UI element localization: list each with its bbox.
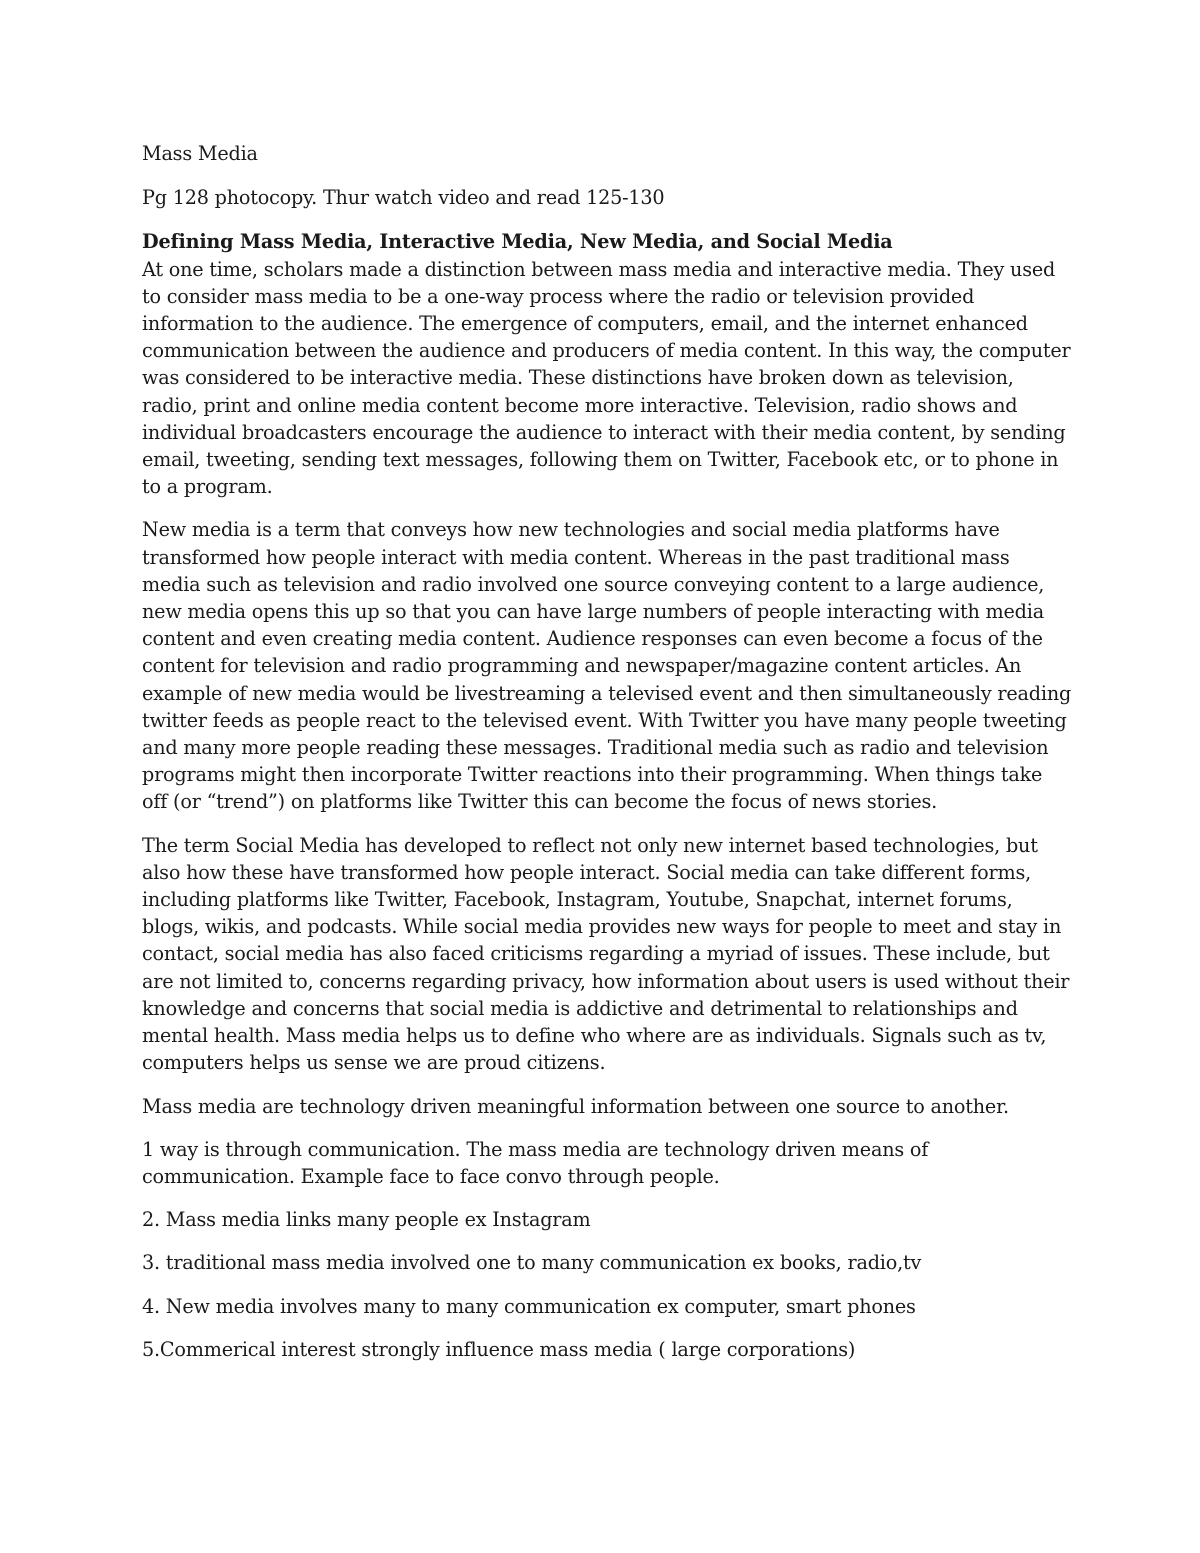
list-item-4: 4. New media involves many to many communication ex computer, smart phones [142,1294,916,1318]
document-page [142,140,1072,1379]
paragraph-definition: Mass media are technology driven meaningful information between one source to another. [142,1094,1009,1118]
paragraph-interactive-media: At one time, scholars made a distinction between mass media and interactive media. They used to consider mass media to be a one-way process where the radio or television provided information to the audience. The emergence of computers, email, and the internet enhanced communication between the audience and producers of media content. In this way, the computer was considered to be interactive media. These distinctions have broken down as television, radio, print and online media content become more interactive. Television, radio shows and individual broadcasters encourage the audience to interact with their media content, by sending email, tweeting, sending text messages, following them on Twitter, Facebook etc, or to phone in to a program. [142,257,1071,499]
paragraph-new-media: New media is a term that conveys how new technologies and social media platforms have transformed how people interact with media content. Whereas in the past traditional mass media such as television and radio involved one source conveying content to a large audience, new media opens this up so that you can have large numbers of people interacting with media content and even creating media content. Audience responses can even become a focus of the content for television and radio programming and newspaper/magazine content articles. An example of new media would be livestreaming a televised event and then simultaneously reading twitter feeds as people react to the televised event. With Twitter you have many people tweeting and many more people reading these messages. Traditional media such as radio and television programs might then incorporate Twitter reactions into their programming. When things take off (or “trend”) on platforms like Twitter this can become the focus of news stories. [142,518,1072,814]
list-item-2: 2. Mass media links many people ex Instagram [142,1208,591,1232]
document-title: Mass Media [142,142,258,165]
list-item-1: 1 way is through communication. The mass media are technology driven means of communication. Example face to face convo through people. [142,1137,929,1188]
section-heading: Defining Mass Media, Interactive Media, New Media, and Social Media [142,230,893,254]
reading-assignment: Pg 128 photocopy. Thur watch video and read 125-130 [142,186,665,210]
paragraph-social-media: The term Social Media has developed to reflect not only new internet based technologies, but also how these have transformed how people interact. Social media can take different forms, including platforms like Twitter, Facebook, Instagram, Youtube, Snapchat, internet forums, blogs, wikis, and podcasts. While social media provides new ways for people to meet and stay in contact, social media has also faced criticisms regarding a myriad of issues. These include, but are not limited to, concerns regarding privacy, how information about users is used without their knowledge and concerns that social media is addictive and detrimental to relationships and mental health. Mass media helps us to define who where are as individuals. Signals such as tv, computers helps us sense we are proud citizens. [142,833,1070,1075]
list-item-5: 5.Commerical interest strongly influence mass media ( large corporations) [142,1337,856,1361]
list-item-3: 3. traditional mass media involved one to many communication ex books, radio,tv [142,1251,922,1275]
